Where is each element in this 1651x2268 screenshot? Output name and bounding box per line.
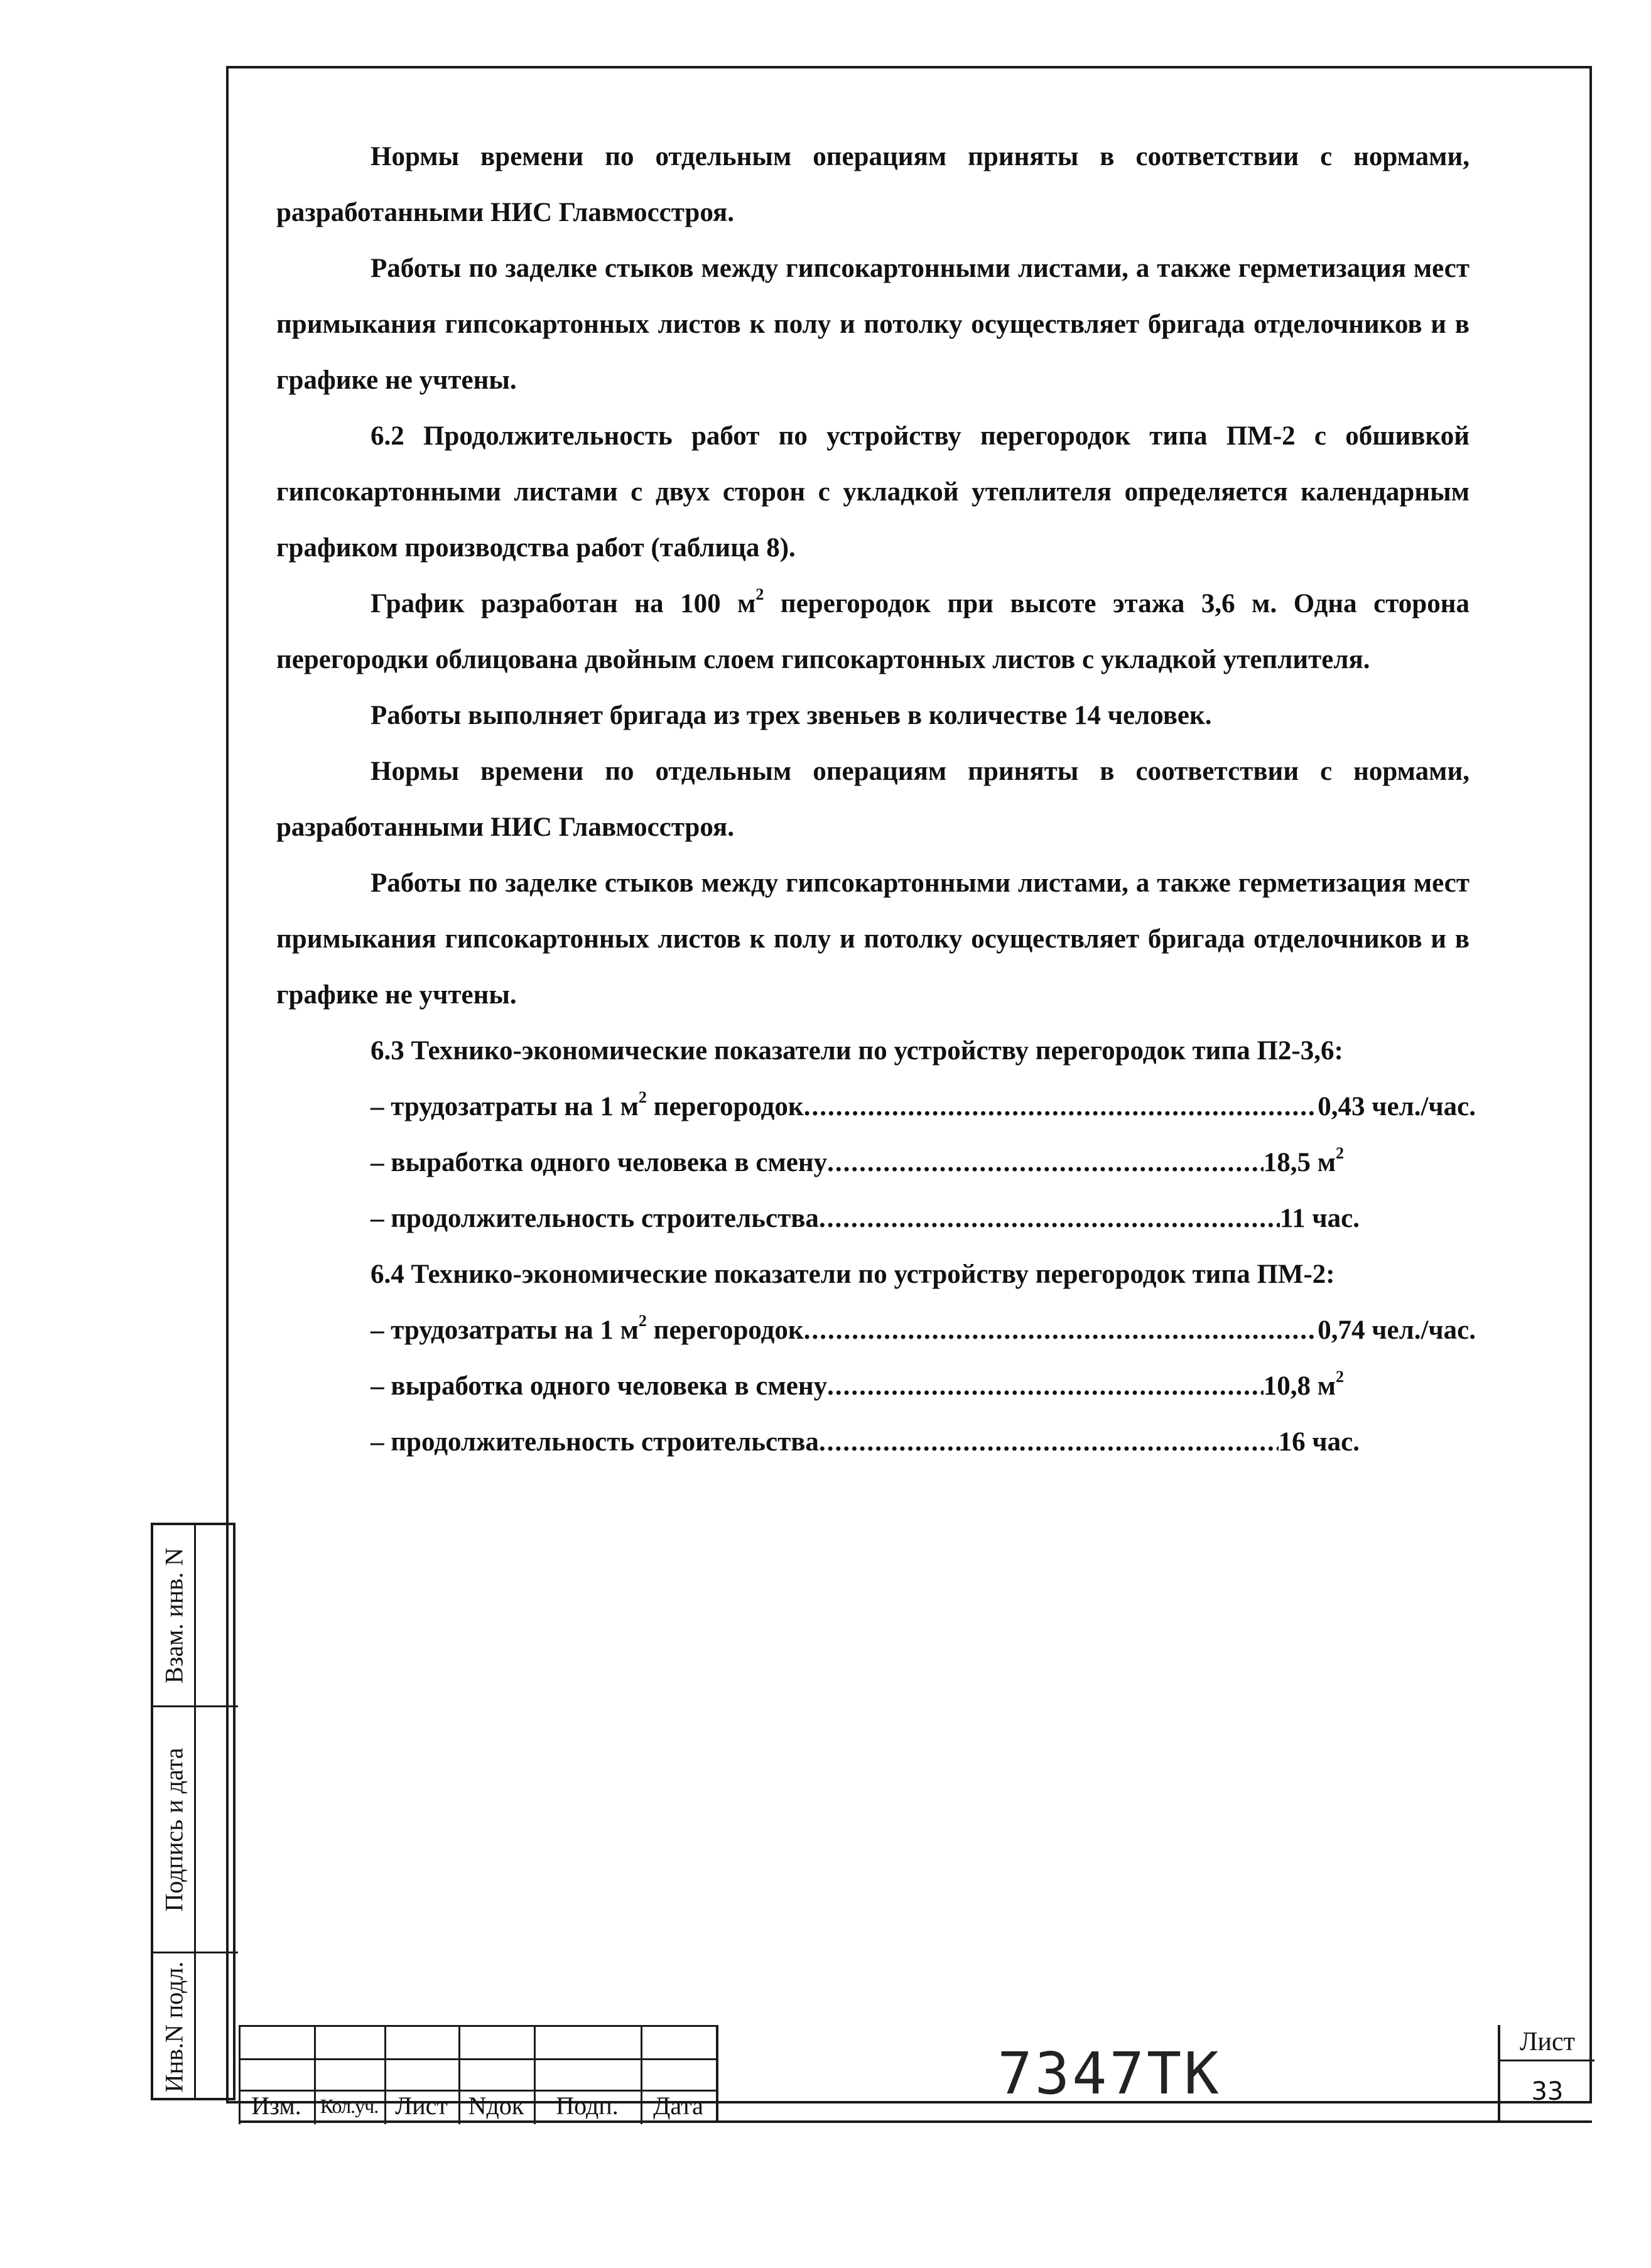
side-label-podpis: Подпись и дата	[160, 1747, 188, 1912]
tep-item	[371, 1358, 1344, 1414]
leader-dots	[804, 1079, 1318, 1135]
superscript: 2	[755, 585, 764, 603]
document-code: 7347ТК	[716, 2025, 1500, 2122]
tep-label: – выработка одного человека в смену	[371, 1148, 828, 1177]
text-run: перегородок при высоте этажа 3,6 м. Одна сторона перегородки облицована двойным слоем гипсокартонных листов с укладкой утеплителя.	[276, 589, 1470, 674]
paragraph: Работы выполняет бригада из трех звеньев в количестве 14 человек.	[371, 701, 1212, 730]
sheet-box	[1498, 2025, 1594, 2122]
divider	[153, 1952, 238, 1953]
column-ndok: Nдок	[468, 2092, 524, 2120]
tep-item	[371, 1302, 1476, 1358]
tep-item	[371, 1079, 1476, 1135]
superscript: 2	[638, 1088, 647, 1106]
tep-label: – трудозатраты на 1 м	[371, 1092, 639, 1121]
leader-dots	[804, 1302, 1318, 1358]
tep-label: перегородок	[646, 1315, 804, 1345]
leader-dots	[827, 1135, 1264, 1191]
tep-item	[371, 1414, 1360, 1470]
tep-list-2	[276, 1302, 1476, 1470]
side-cell-podpis	[153, 1707, 194, 1953]
paragraph: Работы по заделке стыков между гипсокартонными листами, а также герметизация мест примыкания гипсокартонных листов к полу и потолку осуществляет бригада отделочников и в графике не учтены.	[276, 868, 1470, 1010]
side-label-vzam: Взам. инв. N	[160, 1547, 188, 1683]
tep-label: – выработка одного человека в смену	[371, 1371, 828, 1401]
column-data: Дата	[653, 2092, 703, 2120]
tep-value: 10,8 м	[1263, 1371, 1336, 1401]
sheet-number: 33	[1531, 2077, 1564, 2106]
revision-grid	[239, 2025, 716, 2124]
leader-dots	[819, 1414, 1279, 1470]
column-list: Лист	[395, 2092, 448, 2120]
leader-dots	[819, 1191, 1280, 1246]
side-cell-inv	[153, 1953, 194, 2100]
tep-heading-2: 6.4 Технико-экономические показатели по устройству перегородок типа ПМ-2:	[371, 1260, 1335, 1289]
column-podp: Подп.	[556, 2092, 619, 2120]
tep-list-1	[276, 1079, 1476, 1246]
divider	[239, 2120, 1592, 2123]
grid-line	[239, 2058, 716, 2060]
paragraph-schedule	[276, 576, 1470, 688]
tep-heading-1: 6.3 Технико-экономические показатели по устройству перегородок типа П2-3,6:	[371, 1036, 1343, 1066]
superscript: 2	[1336, 1144, 1344, 1162]
tep-value: 18,5 м	[1263, 1148, 1336, 1177]
side-stamp	[151, 1523, 235, 2100]
tep-value: 0,74 чел./час.	[1318, 1315, 1476, 1345]
tep-item	[371, 1135, 1344, 1191]
paragraph: 6.2 Продолжительность работ по устройству перегородок типа ПМ-2 с обшивкой гипсокартонными листами с двух сторон с укладкой утеплителя определяется календарным графиком производства работ (таблица 8).	[276, 421, 1470, 563]
tep-label: перегородок	[646, 1092, 804, 1121]
document-body	[276, 129, 1476, 1470]
tep-label: – продолжительность строительства	[371, 1427, 819, 1457]
paragraph: Нормы времени по отдельным операциям приняты в соответствии с нормами, разработанными НИС Главмосстроя.	[276, 757, 1470, 842]
leader-dots	[827, 1358, 1264, 1414]
side-label-inv: Инв.N подл.	[160, 1961, 188, 2093]
tep-label: – продолжительность строительства	[371, 1204, 819, 1233]
sheet-label: Лист	[1500, 2025, 1594, 2061]
column-kol-uch: Кол.уч.	[320, 2095, 379, 2117]
tep-label: – трудозатраты на 1 м	[371, 1315, 639, 1345]
tep-value: 0,43 чел./час.	[1318, 1092, 1476, 1121]
tep-item	[371, 1191, 1360, 1246]
paragraph: Нормы времени по отдельным операциям приняты в соответствии с нормами, разработанными НИС Главмосстроя.	[276, 142, 1470, 227]
tep-value: 11 час.	[1280, 1204, 1360, 1233]
text-run: График разработан на 100 м	[371, 589, 756, 618]
divider	[153, 1705, 238, 1707]
superscript: 2	[1336, 1368, 1344, 1386]
column-izm: Изм.	[251, 2092, 301, 2120]
paragraph: Работы по заделке стыков между гипсокартонными листами, а также герметизация мест примыкания гипсокартонных листов к полу и потолку осуществляет бригада отделочников и в графике не учтены.	[276, 254, 1470, 395]
side-cell-vzam	[153, 1525, 194, 1707]
superscript: 2	[638, 1312, 647, 1330]
title-block	[239, 2025, 1592, 2122]
tep-value: 16 час.	[1278, 1427, 1360, 1457]
